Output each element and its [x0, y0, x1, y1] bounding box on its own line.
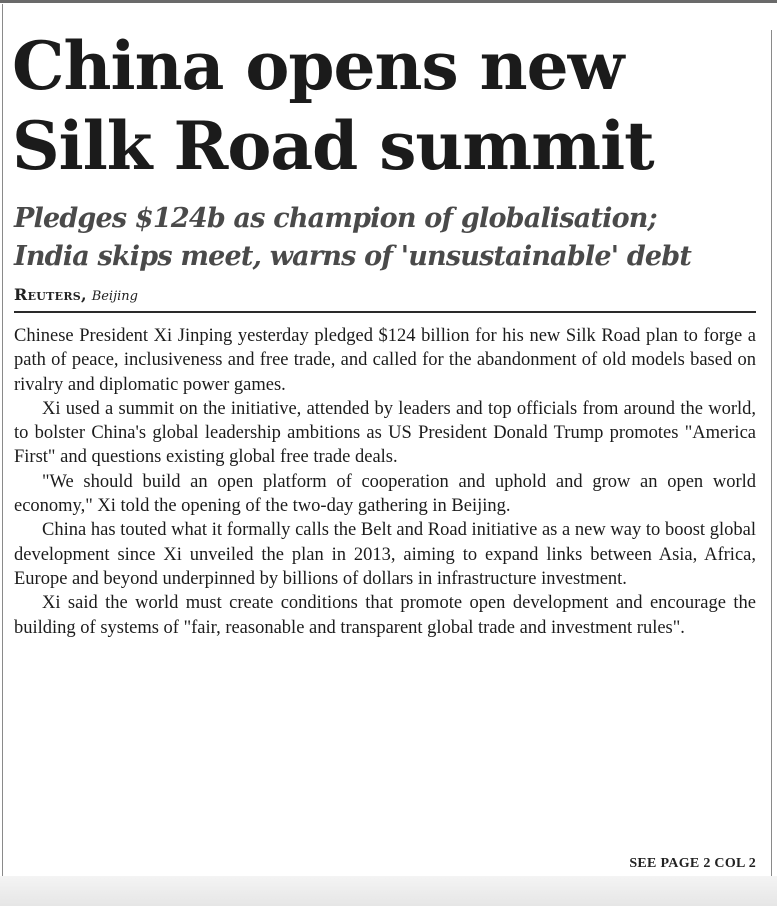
byline-dateline: Beijing — [91, 289, 138, 304]
page-bottom-margin — [0, 876, 777, 906]
byline-rule — [14, 311, 756, 313]
body-paragraph-5: Xi said the world must create conditions that promote open development and encourage the building of systems of "fair, reasonable and transparent global trade and investment rules". — [14, 593, 756, 638]
body-paragraph-3: "We should build an open platform of cooperation and uphold and grow an open world economy," Xi told the opening of the two-day gathering in Beijing. — [14, 471, 756, 517]
right-column-rule — [771, 30, 772, 876]
body-paragraph-2: Xi used a summit on the initiative, attended by leaders and top officials from around the world, to bolster China's global leadership ambitions as US President Donald Trump promotes "America First" and questions existing global free trade deals. — [14, 398, 756, 468]
body-paragraph-4: China has touted what it formally calls the Belt and Road initiative as a new way to boost global development since Xi unveiled the plan in 2013, aiming to expand links between Asia, Africa, Europe and beyond underpinned by billions of dollars in infrastructure investment. — [14, 520, 756, 589]
headline — [12, 26, 756, 186]
article-body — [14, 324, 756, 640]
subheadline-line-1: Pledges $124b as champion of globalisation; — [14, 203, 657, 234]
headline-line-1: China opens new — [12, 27, 624, 105]
continued-on-page-link[interactable]: SEE PAGE 2 COL 2 — [629, 856, 756, 871]
subheadline — [14, 200, 756, 276]
subheadline-line-2: India skips meet, warns of 'unsustainable' debt — [14, 241, 692, 272]
body-paragraph-1: Chinese President Xi Jinping yesterday pledged $124 billion for his new Silk Road plan to forge a path of peace, inclusiveness and free trade, and called for the abandonment of old models based on rivalry and diplomatic power games. — [14, 326, 756, 395]
byline — [14, 284, 756, 308]
headline-line-2: Silk Road summit — [12, 107, 654, 185]
news-article — [12, 0, 756, 640]
left-column-rule — [2, 4, 3, 876]
byline-agency: Reuters, — [14, 285, 87, 304]
